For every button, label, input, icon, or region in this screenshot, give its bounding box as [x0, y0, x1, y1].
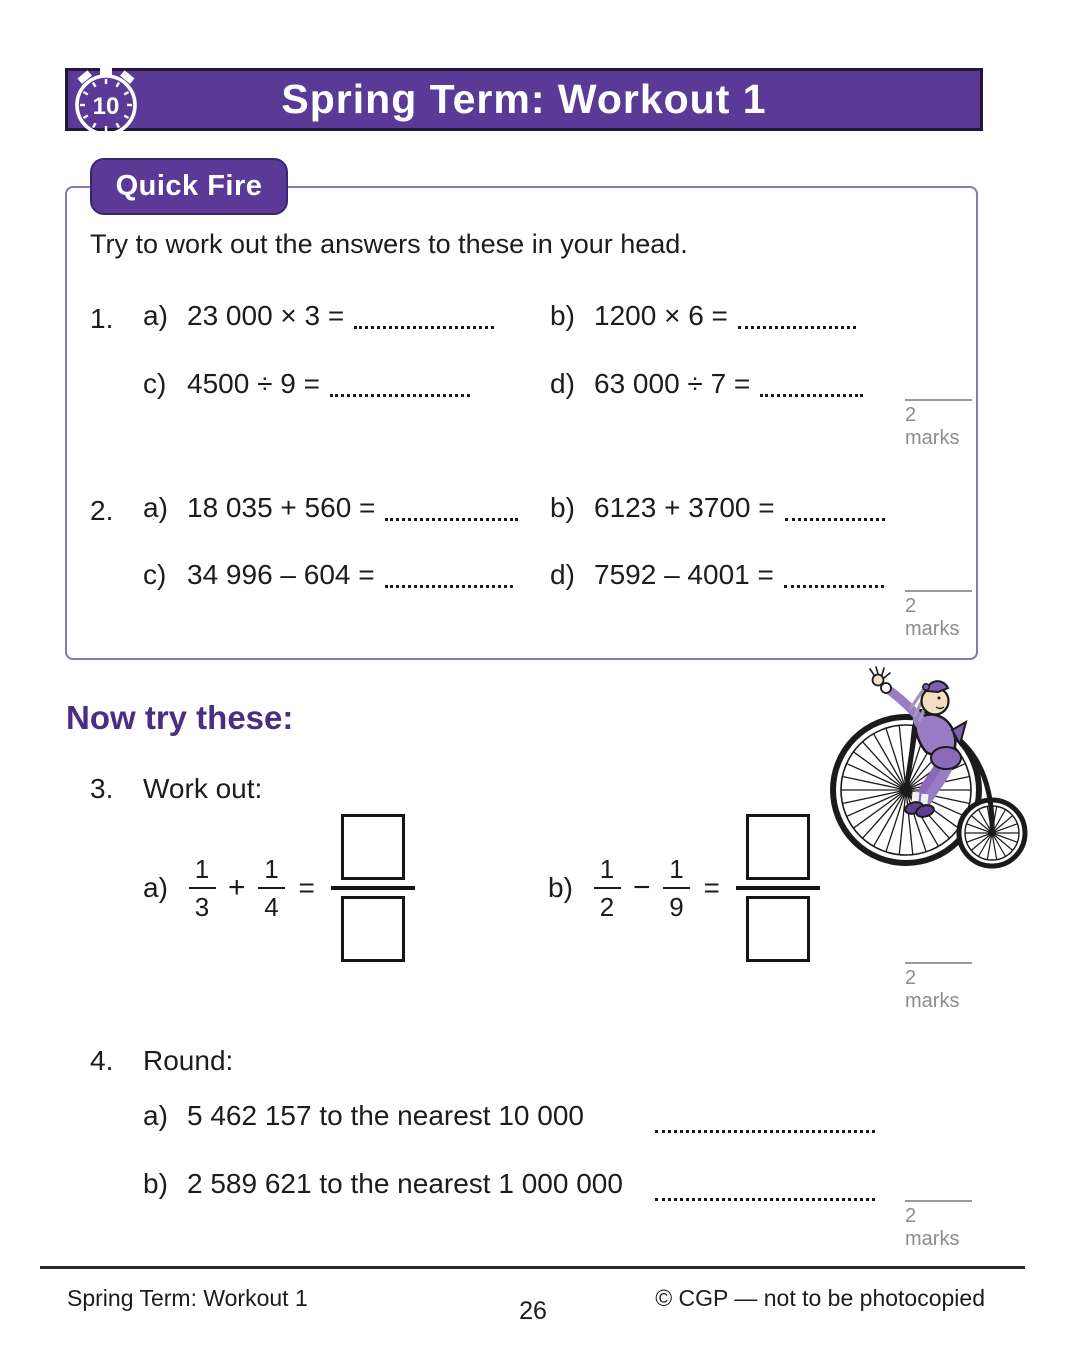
- question-4b: [143, 1168, 623, 1200]
- fraction-bar: [331, 886, 415, 890]
- fraction-bar: [594, 887, 621, 890]
- instruction-text: Try to work out the answers to these in your head.: [90, 229, 688, 259]
- marks-indicator-q1: 2 marks: [905, 399, 972, 450]
- equals-sign: =: [703, 872, 720, 903]
- part-label: b): [550, 300, 575, 331]
- marks-indicator-q2: 2 marks: [905, 590, 972, 641]
- part-label: d): [550, 559, 575, 590]
- answer-blank[interactable]: [760, 393, 863, 397]
- part-label: c): [143, 368, 167, 399]
- question-2a: [143, 492, 518, 524]
- part-label: a): [143, 872, 168, 903]
- answer-blank[interactable]: [784, 584, 884, 588]
- question-2-number: 2.: [90, 495, 114, 526]
- fraction-bar: [736, 886, 820, 890]
- denominator-answer-box[interactable]: [746, 896, 810, 962]
- question-3a: [143, 808, 415, 968]
- numerator: 1: [194, 853, 210, 884]
- fraction: [257, 853, 287, 923]
- numerator-answer-box[interactable]: [746, 814, 810, 880]
- fraction: [662, 853, 692, 923]
- expression: 6123 + 3700 =: [594, 492, 775, 523]
- question-3b: [548, 808, 820, 968]
- operator: −: [633, 871, 651, 904]
- question-2b: [550, 492, 885, 524]
- marks-indicator-q4: 2 marks: [905, 1200, 972, 1251]
- header-bar: [65, 68, 983, 131]
- denominator: 3: [194, 892, 210, 923]
- question-2c: [143, 559, 513, 591]
- question-1d: [550, 368, 863, 400]
- numerator: 1: [264, 853, 279, 884]
- question-1a: [143, 300, 494, 332]
- fraction-bar: [189, 887, 216, 890]
- fraction: [592, 853, 622, 923]
- denominator: 4: [264, 892, 279, 923]
- part-label: b): [548, 872, 573, 903]
- section-heading: Now try these:: [66, 699, 294, 736]
- question-2d: [550, 559, 884, 591]
- question-4a: [143, 1100, 584, 1132]
- question-1c: [143, 368, 470, 400]
- question-3-prompt: Work out:: [143, 773, 263, 804]
- question-3-number: 3.: [90, 773, 114, 804]
- part-label: c): [143, 559, 167, 590]
- expression: 34 996 – 604 =: [187, 559, 375, 590]
- fraction: [187, 853, 217, 923]
- question-1-number: 1.: [90, 303, 114, 334]
- numerator-answer-box[interactable]: [341, 814, 405, 880]
- footer-divider: [40, 1266, 1025, 1269]
- answer-blank[interactable]: [354, 325, 494, 329]
- part-label: b): [143, 1168, 168, 1199]
- denominator: 9: [669, 892, 684, 923]
- question-4-prompt: Round:: [143, 1045, 234, 1076]
- answer-blank[interactable]: [655, 1174, 875, 1201]
- clown-penny-farthing-illustration: [820, 664, 1030, 874]
- expression: 7592 – 4001 =: [594, 559, 774, 590]
- footer-section-title: Spring Term: Workout 1: [67, 1285, 308, 1311]
- expression: 18 035 + 560 =: [187, 492, 376, 523]
- marks-indicator-q3: 2 marks: [905, 962, 972, 1013]
- part-label: b): [550, 492, 575, 523]
- quick-fire-badge-label: Quick Fire: [115, 170, 263, 202]
- denominator: 2: [599, 892, 615, 923]
- quick-fire-badge: [90, 158, 288, 215]
- timer-value: 10: [92, 93, 120, 120]
- copyright-notice: © CGP — not to be photocopied: [655, 1285, 985, 1311]
- question-text: 2 589 621 to the nearest 1 000 000: [187, 1168, 623, 1199]
- fraction-bar: [663, 887, 690, 890]
- answer-blank[interactable]: [785, 517, 885, 521]
- expression: 1200 × 6 =: [594, 300, 728, 331]
- part-label: a): [143, 300, 168, 331]
- numerator: 1: [599, 853, 615, 884]
- expression: 4500 ÷ 9 =: [187, 368, 320, 399]
- fraction-bar: [258, 887, 285, 890]
- answer-fraction: [736, 814, 820, 962]
- part-label: d): [550, 368, 575, 399]
- answer-blank[interactable]: [330, 393, 470, 397]
- denominator-answer-box[interactable]: [341, 896, 405, 962]
- equals-sign: =: [298, 872, 315, 903]
- answer-blank[interactable]: [738, 325, 856, 329]
- page-title: Spring Term: Workout 1: [281, 76, 767, 122]
- operator: +: [228, 871, 246, 904]
- answer-blank[interactable]: [385, 517, 518, 521]
- stopwatch-timer-icon: [68, 54, 144, 140]
- part-label: a): [143, 1100, 168, 1131]
- answer-fraction: [331, 814, 415, 962]
- question-1b: [550, 300, 856, 332]
- part-label: a): [143, 492, 168, 523]
- answer-blank[interactable]: [385, 584, 513, 588]
- page-number: 26: [519, 1297, 547, 1325]
- answer-blank[interactable]: [655, 1106, 875, 1133]
- question-text: 5 462 157 to the nearest 10 000: [187, 1100, 584, 1131]
- expression: 63 000 ÷ 7 =: [594, 368, 751, 399]
- expression: 23 000 × 3 =: [187, 300, 345, 331]
- numerator: 1: [669, 853, 684, 884]
- question-4-number: 4.: [90, 1045, 114, 1076]
